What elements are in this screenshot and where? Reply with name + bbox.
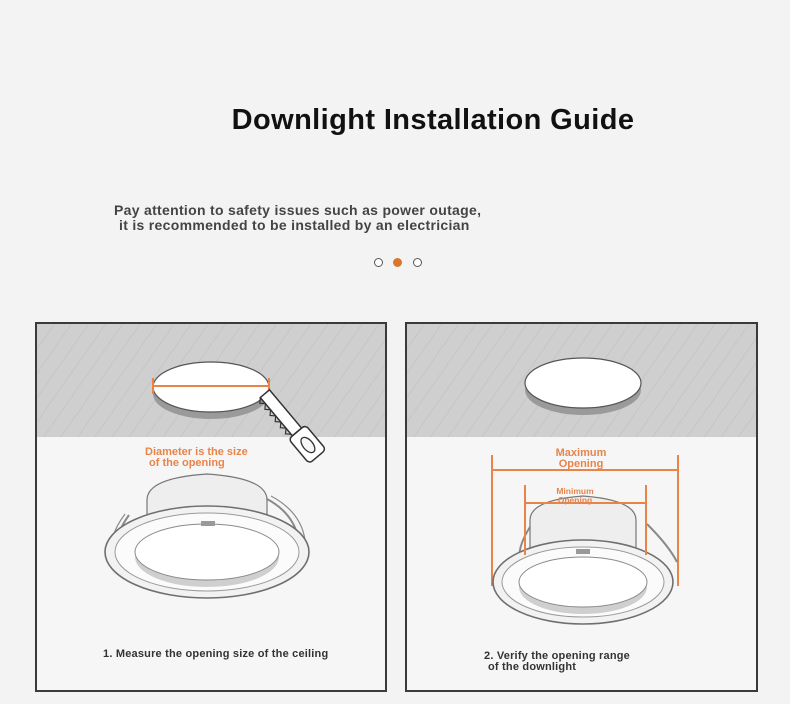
downlight-fixture <box>105 474 309 598</box>
safety-note-line-2: it is recommended to be installed by an electrician <box>119 217 470 233</box>
step-2-caption <box>484 651 630 673</box>
minimum-label-line-2: Opening <box>557 495 593 505</box>
step-1-panel <box>35 322 387 692</box>
maximum-label-line-2: Opening <box>558 458 604 470</box>
downlight-fixture <box>493 496 677 624</box>
page-title: Downlight Installation Guide <box>231 104 635 136</box>
pager-dot-3[interactable] <box>413 258 422 267</box>
step-1-illustration <box>37 324 387 692</box>
pager-dot-2-active[interactable] <box>393 258 402 267</box>
safety-note-line-1: Pay attention to safety issues such as power outage, <box>114 202 482 218</box>
minimum-label-line-1: Minimum <box>556 486 594 496</box>
maximum-label-line-1: Maximum <box>555 447 607 459</box>
diameter-label-line-1: Diameter is the size <box>145 446 248 458</box>
step-2-illustration <box>407 324 758 692</box>
pager-dot-1[interactable] <box>374 258 383 267</box>
maximum-opening-label <box>541 448 621 470</box>
step-2-caption-line-2: of the downlight <box>488 661 577 673</box>
diameter-label <box>145 447 248 469</box>
ceiling-opening <box>525 358 641 408</box>
safety-note <box>114 203 554 233</box>
step-2-panel <box>405 322 758 692</box>
step-1-caption: 1. Measure the opening size of the ceiling <box>103 648 329 660</box>
carousel-pager <box>374 258 428 268</box>
step-2-caption-line-1: 2. Verify the opening range <box>484 650 630 662</box>
diameter-label-line-2: of the opening <box>149 457 225 469</box>
minimum-opening-label <box>545 487 605 505</box>
